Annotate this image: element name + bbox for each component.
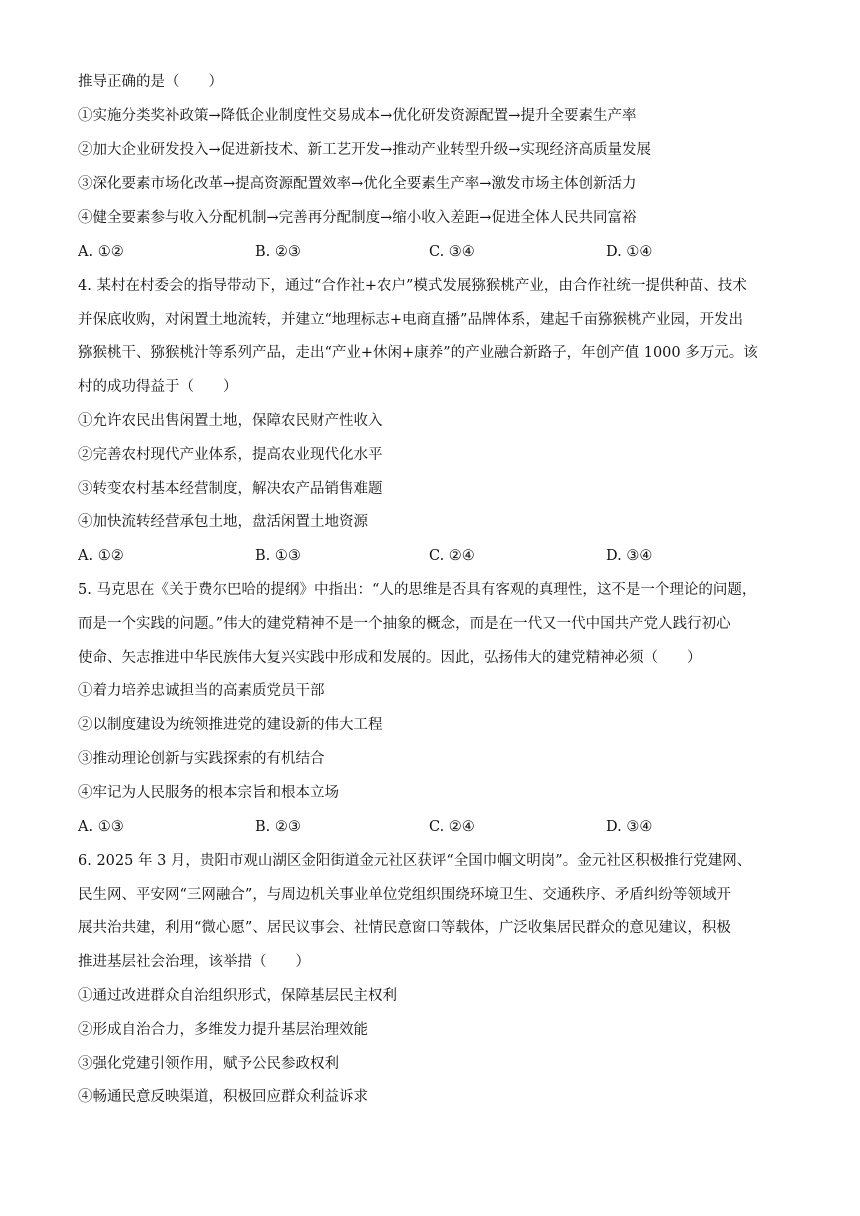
q3-choices (78, 242, 790, 262)
q6-option-1: ①通过改进群众自治组织形式，保障基层民主权利 (78, 988, 397, 1004)
q3-choice-c: C. ③④ (429, 244, 475, 260)
q3-option-4: ④健全要素参与收入分配机制→完善再分配制度→缩小收入差距→促进全体人民共同富裕 (78, 210, 637, 226)
q5-choice-b: B. ②③ (255, 819, 301, 835)
q6-option-2: ②形成自治合力，多维发力提升基层治理效能 (78, 1022, 368, 1038)
q4-choice-a: A. ①② (78, 548, 124, 564)
q3-choice-d: D. ①④ (606, 244, 653, 260)
q4-stem-line-3: 猕猴桃干、猕猴桃汁等系列产品，走出“产业+休闲+康养”的产业融合新路子，年创产值 1000 多万元。该 (78, 345, 758, 361)
q6-option-4: ④畅通民意反映渠道，积极回应群众利益诉求 (78, 1089, 368, 1105)
q6-stem-line-1: 6. 2025 年 3 月，贵阳市观山湖区金阳街道金元社区获评“全国巾帼文明岗”。金元社区积极推行党建网、 (78, 853, 752, 869)
q3-option-3: ③深化要素市场化改革→提高资源配置效率→优化全要素生产率→激发市场主体创新活力 (78, 176, 637, 192)
q4-choice-d: D. ③④ (606, 548, 653, 564)
q6-option-3: ③强化党建引领作用，赋予公民参政权利 (78, 1056, 339, 1072)
q6-stem-line-4: 推进基层社会治理，该举措（ ） (78, 954, 310, 970)
q5-option-3: ③推动理论创新与实践探索的有机结合 (78, 751, 325, 767)
q5-option-2: ②以制度建设为统领推进党的建设新的伟大工程 (78, 717, 383, 733)
q3-option-1: ①实施分类奖补政策→降低企业制度性交易成本→优化研发资源配置→提升全要素生产率 (78, 108, 637, 124)
q4-stem-line-1: 4. 某村在村委会的指导带动下，通过“合作社+农户”模式发展猕猴桃产业，由合作社统一提供种苗、技术 (78, 278, 747, 294)
q5-option-4: ④牢记为人民服务的根本宗旨和根本立场 (78, 785, 339, 801)
q6-stem-line-3: 展共治共建，利用“微心愿”、居民议事会、社情民意窗口等载体，广泛收集居民群众的意见建议，积极 (78, 920, 731, 936)
q4-choice-b: B. ①③ (255, 548, 301, 564)
q5-option-1: ①着力培养忠诚担当的高素质党员干部 (78, 683, 325, 699)
q3-option-2: ②加大企业研发投入→促进新技术、新工艺开发→推动产业转型升级→实现经济高质量发展 (78, 142, 651, 158)
q4-option-2: ②完善农村现代产业体系，提高农业现代化水平 (78, 447, 383, 463)
q3-choice-a: A. ①② (78, 244, 124, 260)
q5-stem-line-3: 使命、矢志推进中华民族伟大复兴实践中形成和发展的。因此，弘扬伟大的建党精神必须（ ） (78, 650, 702, 666)
q5-choice-c: C. ②④ (429, 819, 475, 835)
q4-choice-c: C. ②④ (429, 548, 475, 564)
q4-stem-line-2: 并保底收购，对闲置土地流转，并建立“地理标志+电商直播”品牌体系，建起千亩猕猴桃产业园，开发出 (78, 312, 743, 328)
q4-option-3: ③转变农村基本经营制度，解决农产品销售难题 (78, 481, 383, 497)
q5-stem-line-2: 而是一个实践的问题。”伟大的建党精神不是一个抽象的概念，而是在一代又一代中国共产党人践行初心 (78, 616, 731, 632)
q4-option-1: ①允许农民出售闲置土地，保障农民财产性收入 (78, 413, 383, 429)
q6-stem-line-2: 民生网、平安网“三网融合”，与周边机关事业单位党组织围绕环境卫生、交通秩序、矛盾纠纷等领域开 (78, 887, 731, 903)
q4-stem-line-4: 村的成功得益于（ ） (78, 379, 238, 395)
q4-choices (78, 546, 790, 566)
q4-option-4: ④加快流转经营承包土地，盘活闲置土地资源 (78, 514, 368, 530)
q3-stem-tail: 推导正确的是（ ） (78, 74, 223, 90)
q5-choice-a: A. ①③ (78, 819, 124, 835)
q3-choice-b: B. ②③ (255, 244, 301, 260)
q5-choice-d: D. ③④ (606, 819, 653, 835)
q5-choices (78, 817, 790, 837)
q5-stem-line-1: 5. 马克思在《关于费尔巴哈的提纲》中指出：“人的思维是否具有客观的真理性，这不是一个理论的问题， (78, 582, 757, 598)
